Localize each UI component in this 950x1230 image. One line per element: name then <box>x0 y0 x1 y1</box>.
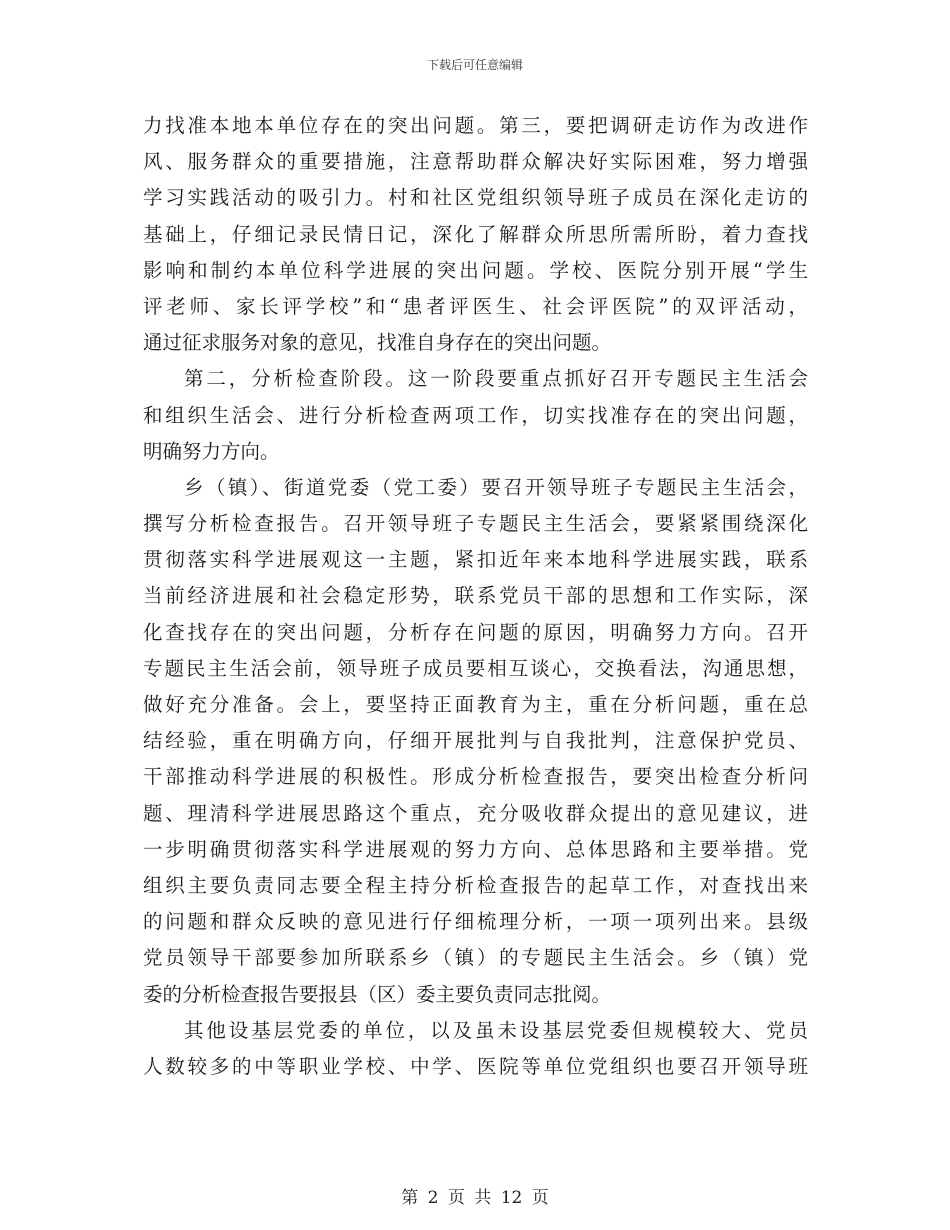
text-line: 结经验，重在明确方向，仔细开展批判与自我批判，注意保护党员、 <box>143 729 808 753</box>
text-line: 通过征求服务对象的意见，找准自身存在的突出问题。 <box>143 331 612 355</box>
text-line: 撰写分析检查报告。召开领导班子专题民主生活会，要紧紧围绕深化 <box>143 512 808 536</box>
text-line: 党员领导干部要参加所联系乡（镇）的专题民主生活会。乡（镇）党 <box>143 946 808 970</box>
text-line: 其他设基层党委的单位，以及虽未设基层党委但规模较大、党员 <box>184 1018 808 1042</box>
page-number: 第 2 页 共 12 页 <box>401 1188 549 1208</box>
text-line: 和组织生活会、进行分析检查两项工作，切实找准存在的突出问题， <box>143 403 808 427</box>
text-line: 贯彻落实科学进展观这一主题，紧扣近年来本地科学进展实践，联系 <box>143 548 808 572</box>
text-line: 风、服务群众的重要措施，注意帮助群众解决好实际困难，努力增强 <box>143 150 808 174</box>
text-line: 的问题和群众反映的意见进行仔细梳理分析，一项一项列出来。县级 <box>143 910 808 934</box>
text-line: 乡（镇）、街道党委（党工委）要召开领导班子专题民主生活会， <box>184 475 808 499</box>
text-line: 基础上，仔细记录民情日记，深化了解群众所思所需所盼，着力查找 <box>143 222 808 246</box>
text-line: 化查找存在的突出问题，分析存在问题的原因，明确努力方向。召开 <box>143 620 808 644</box>
text-line: 委的分析检查报告要报县（区）委主要负责同志批阅。 <box>143 982 612 1006</box>
text-line: 学习实践活动的吸引力。村和社区党组织领导班子成员在深化走访的 <box>143 186 808 210</box>
document-body <box>143 108 808 1085</box>
text-line: 力找准本地本单位存在的突出问题。第三，要把调研走访作为改进作 <box>143 114 808 137</box>
text-line: 第二，分析检查阶段。这一阶段要重点抓好召开专题民主生活会 <box>184 367 808 391</box>
text-line: 干部推动科学进展的积极性。形成分析检查报告，要突出检查分析问 <box>143 765 808 789</box>
text-line: 当前经济进展和社会稳定形势，联系党员干部的思想和工作实际，深 <box>143 584 808 608</box>
text-line: 做好充分准备。会上，要坚持正面教育为主，重在分析问题，重在总 <box>143 693 808 716</box>
paragraph <box>143 1013 808 1085</box>
text-line: 专题民主生活会前，领导班子成员要相互谈心，交换看法，沟通思想， <box>143 656 808 680</box>
paragraph <box>143 108 808 361</box>
text-line: 题、理清科学进展思路这个重点，充分吸收群众提出的意见建议，进 <box>143 801 808 825</box>
text-line: 组织主要负责同志要全程主持分析检查报告的起草工作，对查找出来 <box>143 873 808 897</box>
text-line: 评老师、家长评学校”和“患者评医生、社会评医院”的双评活动， <box>143 294 808 318</box>
text-line: 明确努力方向。 <box>143 439 280 463</box>
text-line: 一步明确贯彻落实科学进展观的努力方向、总体思路和主要举措。党 <box>143 837 808 861</box>
page-header-note: 下载后可任意编辑 <box>426 58 523 72</box>
text-line: 影响和制约本单位科学进展的突出问题。学校、医院分别开展“学生 <box>143 258 808 282</box>
paragraph <box>143 361 808 470</box>
text-line: 人数较多的中等职业学校、中学、医院等单位党组织也要召开领导班 <box>143 1054 808 1078</box>
paragraph <box>143 470 808 1013</box>
